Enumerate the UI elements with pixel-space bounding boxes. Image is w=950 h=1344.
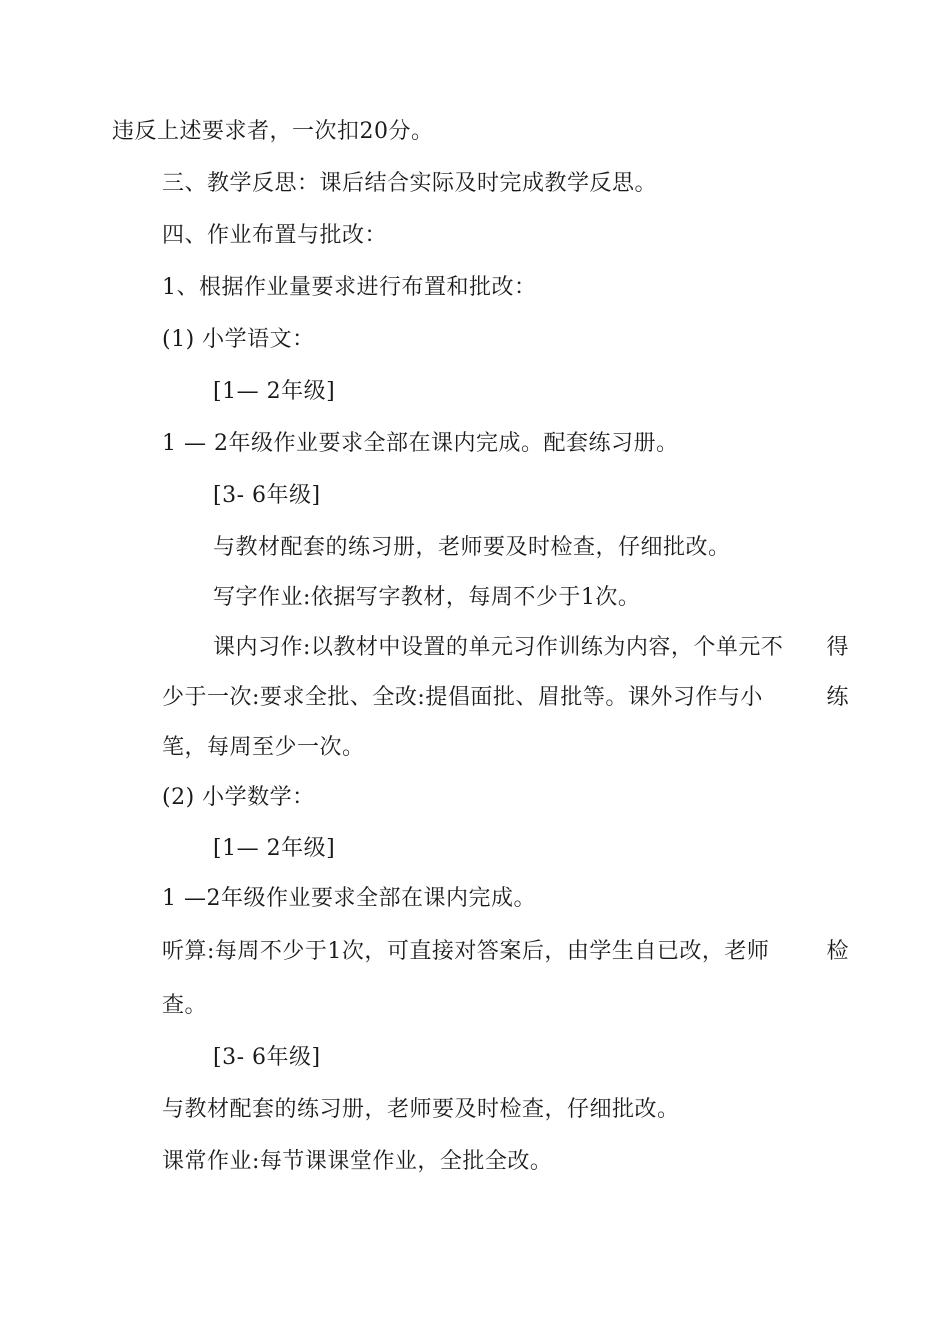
paragraph-math-grade-1-2: 1 —2年级作业要求全部在课内完成。 <box>162 886 536 911</box>
paragraph-workbook: 与教材配套的练习册，老师要及时检查，仔细批改。 <box>213 535 731 560</box>
heading-teaching-reflection: 三、教学反思：课后结合实际及时完成教学反思。 <box>162 171 658 196</box>
heading-homework: 四、作业布置与批改： <box>162 223 388 248</box>
composition-line-2-text: 少于一次:要求全批、全改:提倡面批、眉批等。课外习作与小 <box>162 685 763 710</box>
listening-line-1-end: 检 <box>826 939 849 964</box>
paragraph-math-workbook: 与教材配套的练习册，老师要及时检查，仔细批改。 <box>162 1097 680 1122</box>
composition-line-1-end: 得 <box>826 635 849 660</box>
composition-line-1-text: 课内习作:以教材中设置的单元习作训练为内容，个单元不 <box>213 635 784 660</box>
paragraph-listening-line-1 <box>162 937 849 967</box>
subheading-math: (2) 小学数学： <box>162 785 315 810</box>
subheading-chinese: (1) 小学语文： <box>162 327 315 352</box>
math-grade-label-3-6: [3- 6年级] <box>213 1045 321 1070</box>
paragraph-composition-line-2 <box>162 683 849 713</box>
grade-label-3-6: [3- 6年级] <box>213 483 321 508</box>
paragraph-class-homework: 课常作业:每节课课堂作业，全批全改。 <box>162 1149 553 1174</box>
paragraph-writing-homework: 写字作业:依据写字教材，每周不少于1次。 <box>213 585 641 610</box>
paragraph-composition-line-3: 笔，每周至少一次。 <box>162 735 365 760</box>
grade-label-1-2: [1— 2年级] <box>213 379 336 404</box>
paragraph-homework-rule: 1、根据作业量要求进行布置和批改： <box>162 275 537 300</box>
listening-line-1-text: 听算:每周不少于1次，可直接对答案后，由学生自已改，老师 <box>162 939 770 964</box>
composition-line-2-end: 练 <box>826 685 849 710</box>
paragraph-chinese-grade-1-2: 1 — 2年级作业要求全部在课内完成。配套练习册。 <box>162 431 679 456</box>
paragraph-composition-line-1 <box>213 633 849 663</box>
paragraph-penalty: 违反上述要求者，一次扣20分。 <box>112 119 434 144</box>
math-grade-label-1-2: [1— 2年级] <box>213 836 336 861</box>
paragraph-listening-line-2: 查。 <box>162 993 208 1018</box>
